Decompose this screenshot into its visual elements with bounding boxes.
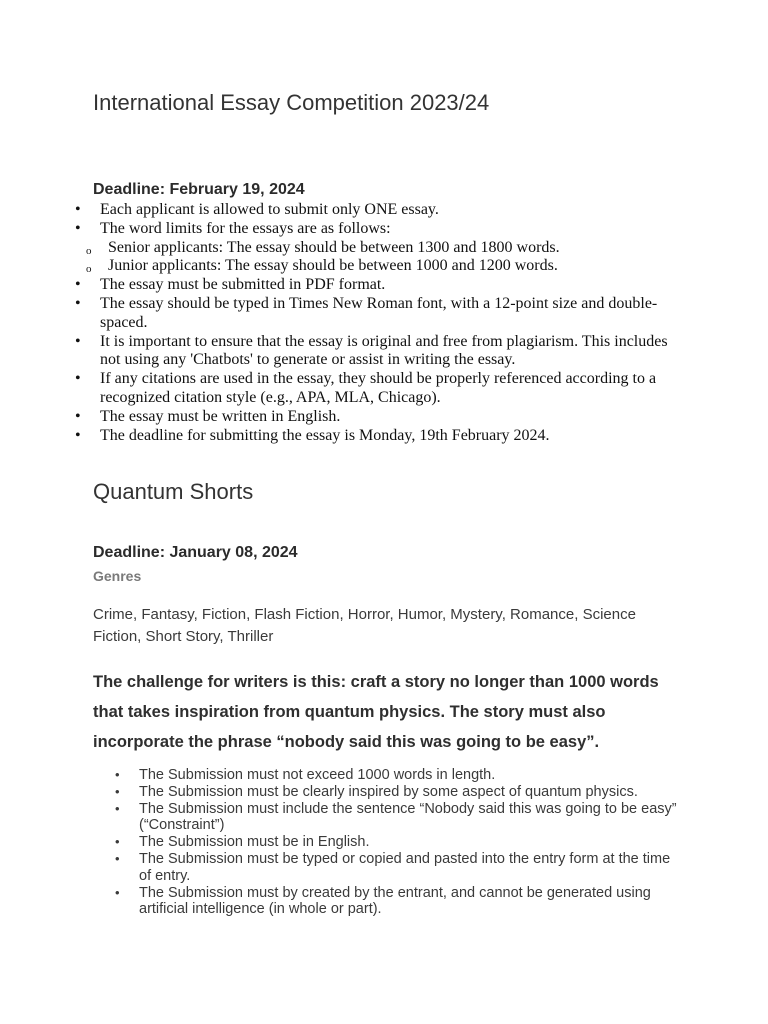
list-item — [112, 784, 677, 801]
circle-bullet-icon: o — [86, 244, 92, 257]
list-item — [73, 333, 673, 371]
list-item — [73, 276, 673, 295]
rule-text: Junior applicants: The essay should be between 1000 and 1200 words. — [108, 257, 558, 275]
bullet-icon: • — [75, 332, 81, 350]
list-item — [112, 885, 677, 919]
rule-text: The essay should be typed in Times New Roman font, with a 12-point size and double-spaced. — [100, 294, 658, 331]
list-item — [112, 767, 677, 784]
list-item — [73, 239, 673, 258]
rule-text: The essay must be written in English. — [100, 407, 341, 425]
rule-text: The Submission must be in English. — [139, 834, 370, 851]
rule-text: The Submission must be clearly inspired by some aspect of quantum physics. — [139, 783, 638, 800]
list-item — [112, 834, 677, 851]
list-item — [73, 370, 673, 408]
rule-text: Senior applicants: The essay should be between 1300 and 1800 words. — [108, 238, 560, 256]
bullet-icon: • — [75, 407, 81, 425]
list-item — [112, 851, 677, 885]
genres-heading: Genres — [93, 568, 142, 584]
submission-rules-list — [112, 767, 677, 918]
bullet-icon: • — [75, 201, 81, 218]
bullet-icon: • — [115, 800, 120, 816]
bullet-icon: • — [115, 783, 120, 799]
quantum-deadline: Deadline: January 08, 2024 — [93, 544, 298, 561]
list-item — [73, 220, 673, 239]
list-item — [112, 801, 677, 835]
bullet-icon: • — [115, 767, 120, 782]
rule-text: The word limits for the essays are as follows: — [100, 219, 391, 237]
list-item — [73, 408, 673, 427]
rule-text: The Submission must by created by the entrant, and cannot be generated using artificial intelligence (in whole or part). — [139, 884, 651, 918]
circle-bullet-icon: o — [86, 263, 92, 276]
rule-text: The Submission must not exceed 1000 words in length. — [139, 767, 496, 783]
bullet-icon: • — [75, 276, 81, 294]
bullet-icon: • — [75, 219, 81, 237]
genres-list: Crime, Fantasy, Fiction, Flash Fiction, Horror, Humor, Mystery, Romance, Science Fiction, Short Story, Thriller — [93, 606, 636, 645]
list-item — [73, 257, 673, 276]
list-item — [73, 201, 673, 220]
rule-text: If any citations are used in the essay, they should be properly referenced according to a recognized citation style (e.g., APA, MLA, Chicago). — [100, 370, 657, 406]
list-item — [73, 427, 673, 446]
essay-competition-title: International Essay Competition 2023/24 — [93, 90, 490, 115]
essay-deadline: Deadline: February 19, 2024 — [93, 181, 305, 198]
bullet-icon: • — [115, 834, 120, 850]
essay-rules-list — [73, 201, 673, 445]
list-item — [73, 295, 673, 333]
rule-text: The Submission must include the sentence “Nobody said this was going to be easy” (“Constraint”) — [139, 800, 677, 834]
bullet-icon: • — [115, 884, 120, 900]
rule-text: The deadline for submitting the essay is Monday, 19th February 2024. — [100, 426, 550, 444]
rule-text: It is important to ensure that the essay is original and free from plagiarism. This includes not using any 'Chatbots' to generate or assist in writing the essay. — [100, 332, 668, 369]
rule-text: Each applicant is allowed to submit only ONE essay. — [100, 201, 439, 218]
quantum-shorts-title: Quantum Shorts — [93, 479, 254, 504]
challenge-statement: The challenge for writers is this: craft a story no longer than 1000 words that takes inspiration from quantum physics. The story must also incorporate the phrase “nobody said this was going to be easy”. — [93, 673, 659, 751]
bullet-icon: • — [115, 850, 120, 866]
bullet-icon: • — [75, 426, 81, 444]
rule-text: The Submission must be typed or copied and pasted into the entry form at the time of entry. — [139, 850, 671, 884]
bullet-icon: • — [75, 370, 81, 388]
rule-text: The essay must be submitted in PDF format. — [100, 276, 386, 294]
bullet-icon: • — [75, 294, 81, 312]
